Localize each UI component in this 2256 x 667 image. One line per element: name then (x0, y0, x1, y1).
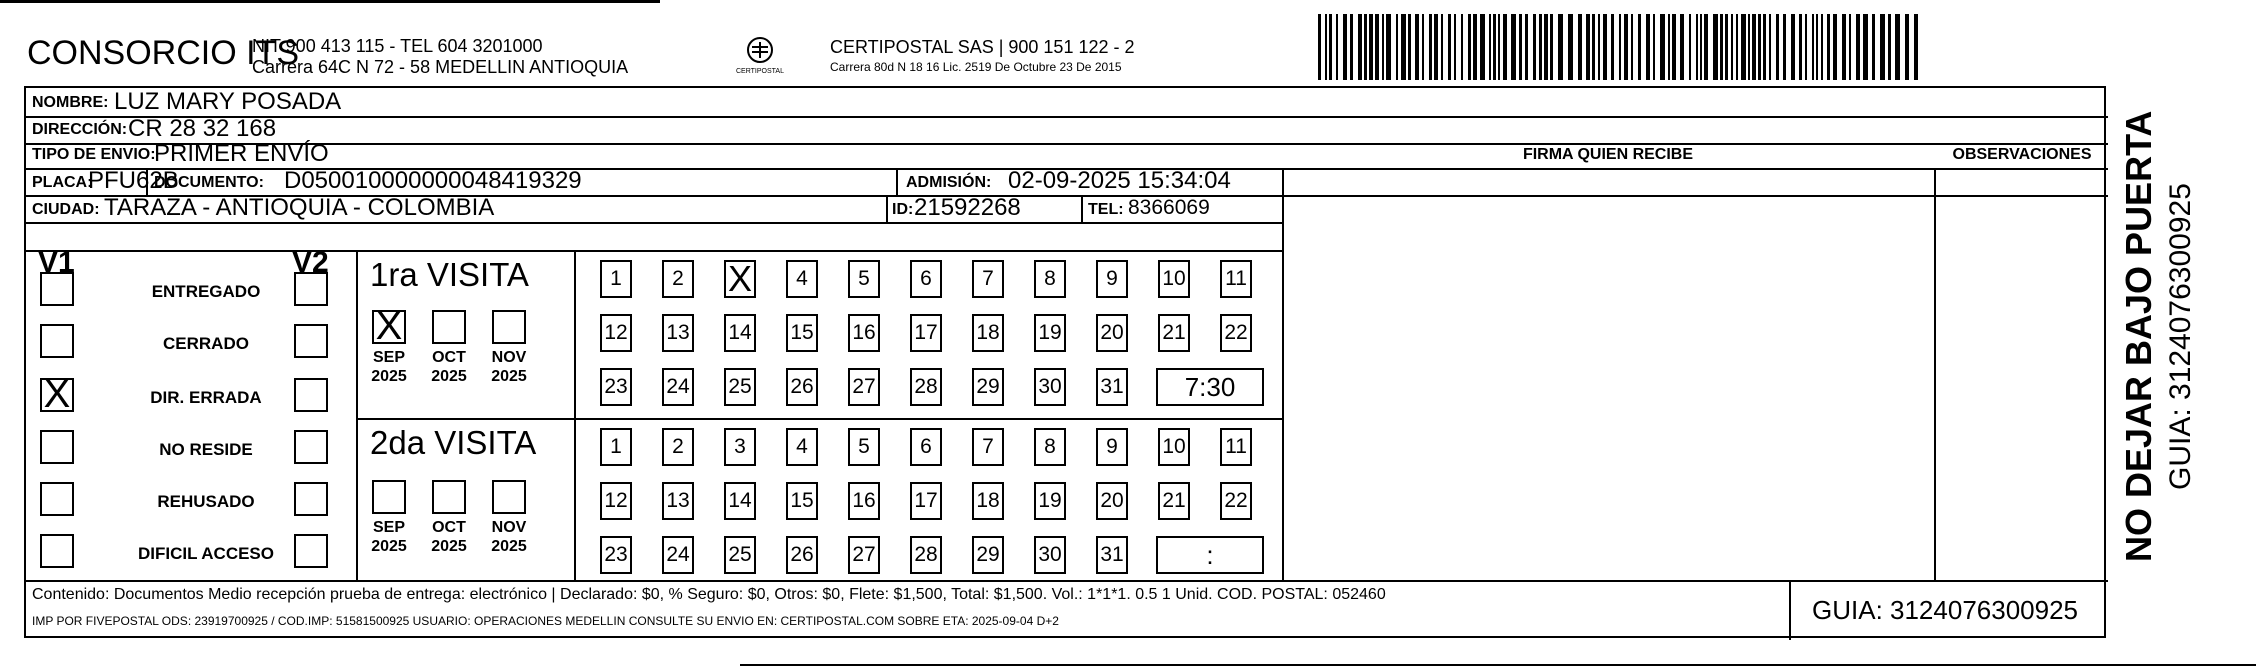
month-checkbox-nov[interactable] (492, 310, 526, 344)
day-box[interactable]: 20 (1096, 314, 1128, 352)
ciudad-value: TARAZA - ANTIOQUIA - COLOMBIA (104, 194, 495, 221)
day-box[interactable]: 26 (786, 368, 818, 406)
second-visit-title: 2da VISITA (370, 424, 537, 461)
day-box[interactable]: 18 (972, 482, 1004, 520)
day-box[interactable]: 30 (1034, 536, 1066, 574)
month-year: 2025 (371, 368, 407, 385)
day-box[interactable]: 5 (848, 428, 880, 466)
day-box[interactable]: 3 (724, 428, 756, 466)
delivery-form (24, 86, 2106, 638)
barcode (1318, 14, 1928, 80)
placa-value: PFU62B (88, 167, 179, 194)
day-box[interactable]: 25 (724, 536, 756, 574)
day-box[interactable]: 14 (724, 482, 756, 520)
month-year: 2025 (491, 538, 527, 555)
company-nit: NIT 900 413 115 - TEL 604 3201000 (252, 36, 543, 56)
day-box[interactable]: 28 (910, 368, 942, 406)
day-box[interactable]: 6 (910, 260, 942, 298)
day-box[interactable]: 22 (1220, 482, 1252, 520)
v2-checkbox[interactable] (294, 430, 328, 464)
status-label: DIFICIL ACCESO (137, 544, 274, 563)
day-box[interactable]: 27 (848, 368, 880, 406)
direccion-value: CR 28 32 168 (128, 115, 277, 142)
footer-impresion: IMP POR FIVEPOSTAL ODS: 23919700925 / COD.IMP: 51581500925 USUARIO: OPERACIONES MEDELLIN CONSULTE SU ENVIO EN: CERTIPOSTAL.COM SOBRE ETA: 2025-09-04 D+2 (32, 614, 1059, 628)
day-box[interactable]: 7 (972, 260, 1004, 298)
day-box[interactable]: 4 (786, 260, 818, 298)
month-year: 2025 (431, 368, 467, 385)
v1-checkbox[interactable] (40, 534, 74, 568)
v1-checkbox[interactable] (40, 482, 74, 516)
v2-checkbox[interactable] (294, 378, 328, 412)
day-box[interactable]: 12 (600, 482, 632, 520)
day-box[interactable]: 9 (1096, 260, 1128, 298)
day-box[interactable]: 18 (972, 314, 1004, 352)
day-box[interactable]: 22 (1220, 314, 1252, 352)
month-name: SEP (372, 519, 405, 536)
day-box[interactable]: 10 (1158, 260, 1190, 298)
status-label: NO RESIDE (159, 440, 253, 459)
month-year: 2025 (431, 538, 467, 555)
footer-guia: GUIA: 3124076300925 (1812, 595, 2078, 625)
day-box[interactable]: 31 (1096, 368, 1128, 406)
day-box[interactable]: 28 (910, 536, 942, 574)
day-box[interactable]: 15 (786, 314, 818, 352)
certipostal-info: CERTIPOSTAL SAS | 900 151 122 - 2 (830, 37, 1135, 57)
month-name: NOV (491, 349, 527, 366)
day-box[interactable]: 12 (600, 314, 632, 352)
day-box[interactable]: 6 (910, 428, 942, 466)
day-box[interactable]: 23 (600, 536, 632, 574)
day-box[interactable]: 16 (848, 314, 880, 352)
month-checkbox-sep[interactable] (372, 480, 406, 514)
no-dejar-warning: NO DEJAR BAJO PUERTA (2118, 110, 2159, 562)
ciudad-label: CIUDAD: (32, 201, 100, 218)
documento-value: D050010000000048419329 (284, 167, 582, 194)
day-box[interactable]: 14 (724, 314, 756, 352)
admision-label: ADMISIÓN: (906, 174, 992, 191)
tel-value: 8366069 (1128, 196, 1210, 219)
day-box[interactable]: 17 (910, 314, 942, 352)
day-box[interactable]: 7 (972, 428, 1004, 466)
v1-checkbox[interactable]: X (40, 378, 74, 412)
first-visit-time[interactable]: 7:30 (1156, 368, 1264, 406)
day-box[interactable]: 16 (848, 482, 880, 520)
day-box[interactable]: 19 (1034, 482, 1066, 520)
day-box[interactable]: 25 (724, 368, 756, 406)
firma-header: FIRMA QUIEN RECIBE (1522, 146, 1694, 163)
v2-checkbox[interactable] (294, 324, 328, 358)
status-label: REHUSADO (157, 492, 255, 511)
direccion-label: DIRECCIÓN: (32, 121, 128, 138)
day-box[interactable]: 20 (1096, 482, 1128, 520)
status-label: ENTREGADO (151, 282, 261, 301)
month-name: NOV (491, 519, 527, 536)
status-label: CERRADO (163, 334, 249, 353)
day-box[interactable]: 21 (1158, 482, 1190, 520)
month-checkbox-sep[interactable]: X (372, 310, 406, 344)
month-checkbox-oct[interactable] (432, 480, 466, 514)
v2-checkbox[interactable] (294, 482, 328, 516)
nombre-value: LUZ MARY POSADA (114, 88, 342, 115)
day-box[interactable]: 2 (662, 428, 694, 466)
id-value: 21592268 (914, 194, 1021, 221)
day-box[interactable]: 31 (1096, 536, 1128, 574)
day-box[interactable]: 30 (1034, 368, 1066, 406)
observaciones-header: OBSERVACIONES (1952, 146, 2092, 163)
month-checkbox-oct[interactable] (432, 310, 466, 344)
day-box[interactable]: 23 (600, 368, 632, 406)
placa-label: PLACA: (32, 174, 93, 191)
logo-text: CERTIPOSTAL (736, 68, 784, 75)
certipostal-address: Carrera 80d N 18 16 Lic. 2519 De Octubre 23 De 2015 (830, 60, 1122, 74)
day-box[interactable]: 15 (786, 482, 818, 520)
tipo-value: PRIMER ENVÍO (154, 140, 329, 167)
v1-checkbox[interactable] (40, 272, 74, 306)
day-box[interactable]: 9 (1096, 428, 1128, 466)
id-label: ID: (892, 201, 914, 218)
day-box[interactable]: 11 (1220, 428, 1252, 466)
day-box[interactable]: 17 (910, 482, 942, 520)
footer-contenido: Contenido: Documentos Medio recepción prueba de entrega: electrónico | Declarado: $0, % Seguro: $0, Otros: $0, Flete: $1,500, Total: $1,500. Vol.: 1*1*1. 0.5 1 Unid. COD. POSTAL: 052460 (32, 586, 1386, 603)
month-checkbox-nov[interactable] (492, 480, 526, 514)
certipostal-logo (730, 34, 790, 84)
day-box[interactable]: X (724, 260, 756, 298)
day-box[interactable]: 2 (662, 260, 694, 298)
day-box[interactable]: 24 (662, 368, 694, 406)
v1-label: V1 (38, 246, 75, 279)
top-rule (0, 0, 660, 3)
v1-checkbox[interactable] (40, 324, 74, 358)
day-box[interactable]: 1 (600, 260, 632, 298)
tipo-label: TIPO DE ENVIO: (32, 146, 156, 163)
day-box[interactable]: 1 (600, 428, 632, 466)
day-box[interactable]: 11 (1220, 260, 1252, 298)
month-name: OCT (432, 519, 466, 536)
side-guia: GUIA: 3124076300925 (2164, 183, 2197, 490)
day-box[interactable]: 13 (662, 314, 694, 352)
day-box[interactable]: 26 (786, 536, 818, 574)
day-box[interactable]: 4 (786, 428, 818, 466)
first-visit-title: 1ra VISITA (370, 256, 529, 293)
day-box[interactable]: 29 (972, 368, 1004, 406)
day-box[interactable]: 29 (972, 536, 1004, 574)
documento-label: DOCUMENTO: (154, 174, 264, 191)
month-year: 2025 (371, 538, 407, 555)
tel-label: TEL: (1088, 201, 1124, 218)
day-box[interactable]: 19 (1034, 314, 1066, 352)
company-name: CONSORCIO ITS (27, 34, 300, 72)
day-box[interactable]: 13 (662, 482, 694, 520)
day-box[interactable]: 5 (848, 260, 880, 298)
bottom-rule (740, 664, 2256, 666)
admision-value: 02-09-2025 15:34:04 (1008, 167, 1231, 194)
month-name: OCT (432, 349, 466, 366)
day-box[interactable]: 8 (1034, 260, 1066, 298)
v2-checkbox[interactable] (294, 534, 328, 568)
v2-label: V2 (292, 246, 329, 279)
v2-checkbox[interactable] (294, 272, 328, 306)
status-label: DIR. ERRADA (150, 388, 262, 407)
day-box[interactable]: 24 (662, 536, 694, 574)
day-box[interactable]: 10 (1158, 428, 1190, 466)
day-box[interactable]: 27 (848, 536, 880, 574)
second-visit-time[interactable]: : (1156, 536, 1264, 574)
day-box[interactable]: 8 (1034, 428, 1066, 466)
month-name: SEP (372, 349, 405, 366)
company-address: Carrera 64C N 72 - 58 MEDELLIN ANTIOQUIA (252, 57, 629, 77)
month-year: 2025 (491, 368, 527, 385)
v1-checkbox[interactable] (40, 430, 74, 464)
nombre-label: NOMBRE: (32, 94, 109, 111)
day-box[interactable]: 21 (1158, 314, 1190, 352)
